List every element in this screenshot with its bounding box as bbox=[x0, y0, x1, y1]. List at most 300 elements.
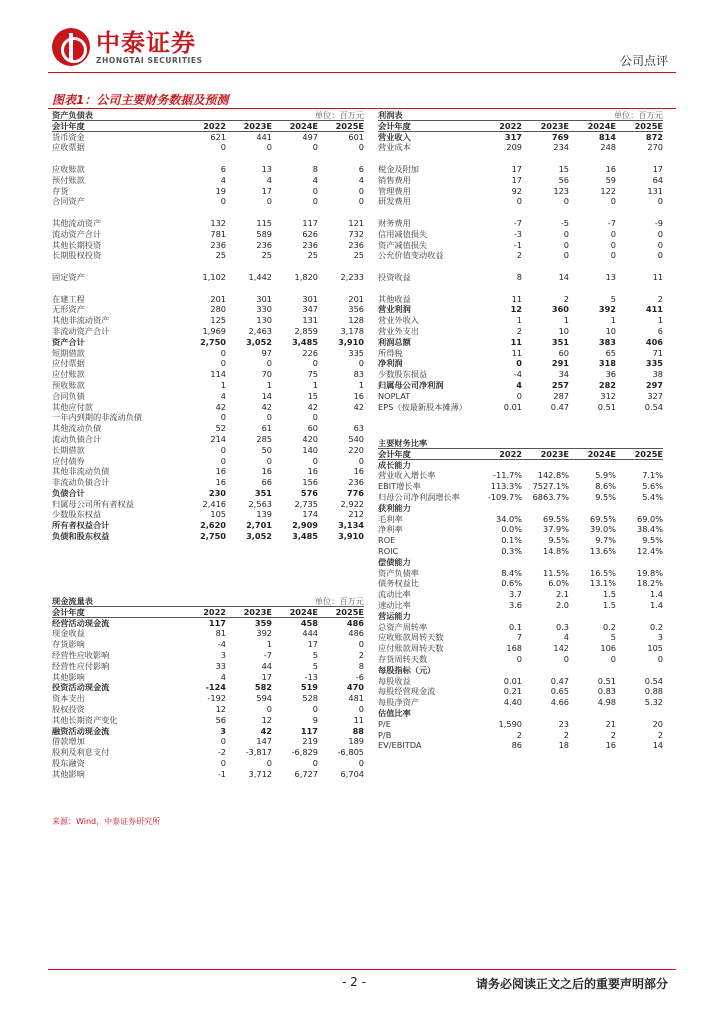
cashflow-row-value: 528 bbox=[302, 693, 318, 704]
ratios-row-value: 1.4 bbox=[649, 589, 663, 600]
balance-row-label: 其他应付款 bbox=[52, 401, 93, 412]
ratios-row-value: 0 bbox=[657, 653, 663, 664]
balance-table-row bbox=[52, 531, 364, 542]
balance-row-label: 非流动负债合计 bbox=[52, 477, 110, 488]
income-section-header bbox=[378, 110, 663, 121]
ratios-row-label: 债务权益比 bbox=[378, 578, 419, 589]
balance-row-value: 16 bbox=[353, 390, 364, 401]
ratios-row-value: 0.88 bbox=[644, 686, 663, 697]
cashflow-row-value: 44 bbox=[261, 660, 272, 671]
cashflow-row-value: 1 bbox=[266, 639, 272, 650]
balance-row-value: 63 bbox=[353, 423, 364, 434]
income-row-value: 0 bbox=[610, 250, 616, 261]
cashflow-row-value: 2 bbox=[358, 649, 364, 660]
income-table-row bbox=[378, 402, 663, 413]
balance-row-value: 1 bbox=[266, 379, 272, 390]
ratios-row-value: 4.40 bbox=[503, 697, 522, 708]
cashflow-row-value: 33 bbox=[215, 660, 226, 671]
cashflow-year-header: 2023E bbox=[243, 606, 272, 617]
income-row-value: 769 bbox=[551, 131, 569, 142]
ratios-row-value bbox=[475, 557, 522, 568]
cashflow-row-value: 9 bbox=[312, 714, 318, 725]
ratios-row-value bbox=[522, 460, 569, 471]
cashflow-table-row bbox=[52, 704, 364, 715]
ratios-row-label: EBIT增长率 bbox=[378, 481, 421, 492]
balance-row-value bbox=[180, 153, 226, 164]
income-row-value: 317 bbox=[504, 131, 522, 142]
cashflow-table-row bbox=[52, 693, 364, 704]
cashflow-row-value: 117 bbox=[300, 725, 318, 736]
balance-table-row bbox=[52, 348, 364, 359]
ratios-table-row bbox=[378, 481, 663, 492]
income-row-label: EPS（按最新股本摊薄） bbox=[378, 401, 467, 412]
balance-row-value: 2,909 bbox=[292, 520, 318, 531]
balance-row-label: 其他长期投资 bbox=[52, 239, 102, 250]
income-row-value: 814 bbox=[598, 131, 616, 142]
cashflow-header-label: 会计年度 bbox=[52, 606, 85, 617]
income-row-value: 0 bbox=[657, 250, 663, 261]
income-table-row bbox=[378, 348, 663, 359]
income-table-row bbox=[378, 218, 663, 229]
balance-row-value: 0 bbox=[266, 358, 272, 369]
cashflow-row-value: 147 bbox=[256, 736, 272, 747]
balance-row-value: 16 bbox=[353, 466, 364, 477]
balance-row-value: 230 bbox=[208, 487, 226, 498]
income-row-value: 0 bbox=[563, 228, 569, 239]
ratios-row-value: 38.4% bbox=[636, 524, 663, 535]
ratios-row-value: 18.2% bbox=[636, 578, 663, 589]
income-table-row bbox=[378, 391, 663, 402]
ratios-row-value: 6863.7% bbox=[532, 491, 569, 502]
ratios-row-value: 3.7 bbox=[508, 589, 522, 600]
ratios-row-value: 18 bbox=[558, 740, 569, 751]
income-table-row bbox=[378, 380, 663, 391]
balance-row-value: 0 bbox=[220, 358, 226, 369]
balance-row-value: 1,442 bbox=[248, 271, 272, 282]
ratios-table-row bbox=[378, 503, 663, 514]
ratios-row-value bbox=[569, 708, 616, 719]
income-row-value: 209 bbox=[506, 142, 522, 153]
income-table-row bbox=[378, 369, 663, 380]
ratios-row-value: 142.8% bbox=[537, 470, 569, 481]
income-table-row bbox=[378, 261, 663, 272]
balance-row-value: 25 bbox=[307, 250, 318, 261]
income-row-value: 0 bbox=[563, 239, 569, 250]
balance-row-label: 合同负债 bbox=[52, 390, 85, 401]
income-row-value: -9 bbox=[654, 217, 663, 228]
income-row-value: 38 bbox=[652, 369, 663, 380]
balance-row-value: 226 bbox=[302, 347, 318, 358]
cashflow-row-value: 8 bbox=[358, 660, 364, 671]
balance-table-row bbox=[52, 272, 364, 283]
ratios-row-value: 2 bbox=[657, 729, 663, 740]
ratios-row-label: 归母公司净利润增长率 bbox=[378, 491, 460, 502]
income-row-value: 1 bbox=[610, 315, 616, 326]
balance-row-value bbox=[226, 153, 272, 164]
ratios-row-value bbox=[569, 611, 616, 622]
balance-row-label: 归属母公司所有者权益 bbox=[52, 498, 134, 509]
income-row-value: 0 bbox=[563, 250, 569, 261]
balance-row-value bbox=[272, 283, 318, 294]
logo-english-name: ZHONGTAI SECURITIES bbox=[96, 55, 203, 65]
balance-row-label bbox=[52, 261, 180, 272]
balance-row-value: 576 bbox=[300, 487, 318, 498]
balance-row-value: 2,735 bbox=[294, 498, 318, 509]
ratios-row-value: 1.5 bbox=[602, 589, 616, 600]
ratios-row-label: 营运能力 bbox=[378, 610, 411, 621]
balance-table-row bbox=[52, 402, 364, 413]
income-row-value: 59 bbox=[605, 174, 616, 185]
ratios-row-value: 2 bbox=[563, 729, 569, 740]
ratios-row-label: ROE bbox=[378, 535, 396, 546]
income-statement-table bbox=[378, 110, 663, 412]
cashflow-table-row bbox=[52, 758, 364, 769]
ratios-row-label: 偿债能力 bbox=[378, 556, 411, 567]
ratios-table-row bbox=[378, 568, 663, 579]
balance-table-row bbox=[52, 175, 364, 186]
balance-row-label bbox=[52, 283, 180, 294]
income-row-value: 2 bbox=[657, 293, 663, 304]
cashflow-column-header bbox=[52, 607, 364, 618]
income-row-value: 64 bbox=[652, 174, 663, 185]
balance-row-label: 非流动资产合计 bbox=[52, 325, 110, 336]
cashflow-row-value: 470 bbox=[346, 682, 364, 693]
balance-table-row bbox=[52, 132, 364, 143]
cashflow-table-row bbox=[52, 715, 364, 726]
income-row-value: 0.51 bbox=[597, 401, 616, 412]
balance-row-value: 285 bbox=[256, 433, 272, 444]
balance-table-row bbox=[52, 218, 364, 229]
balance-row-value: 50 bbox=[261, 444, 272, 455]
cashflow-row-value: 0 bbox=[312, 757, 318, 768]
balance-row-value: 0 bbox=[358, 185, 364, 196]
balance-row-value: 0 bbox=[266, 142, 272, 153]
balance-table-row bbox=[52, 164, 364, 175]
balance-row-label: 在建工程 bbox=[52, 293, 85, 304]
ratios-row-value bbox=[475, 708, 522, 719]
cashflow-row-value: 81 bbox=[215, 628, 226, 639]
balance-row-label: 流动负债合计 bbox=[52, 433, 102, 444]
balance-table-row bbox=[52, 358, 364, 369]
cashflow-row-value: 17 bbox=[261, 671, 272, 682]
balance-header-label: 会计年度 bbox=[52, 120, 85, 131]
balance-row-value: 0 bbox=[312, 196, 318, 207]
ratios-row-value: 7527.1% bbox=[532, 481, 569, 492]
figure-title-divider bbox=[48, 108, 676, 109]
ratios-table-row bbox=[378, 708, 663, 719]
balance-row-value: 2,563 bbox=[248, 498, 272, 509]
ratios-row-value bbox=[475, 611, 522, 622]
balance-section-header bbox=[52, 110, 364, 121]
income-row-label: 少数股东损益 bbox=[378, 369, 428, 380]
balance-row-value bbox=[318, 153, 364, 164]
cashflow-row-value: 11 bbox=[353, 714, 364, 725]
ratios-table-row bbox=[378, 611, 663, 622]
balance-row-value: 70 bbox=[261, 369, 272, 380]
ratios-row-value bbox=[616, 503, 663, 514]
income-row-value: 1 bbox=[563, 315, 569, 326]
income-row-value: 297 bbox=[645, 379, 663, 390]
income-row-label: 净利润 bbox=[378, 358, 403, 369]
balance-section-title: 资产负债表 bbox=[52, 110, 93, 120]
balance-row-value bbox=[180, 283, 226, 294]
balance-sheet-table bbox=[52, 110, 364, 542]
balance-row-value: 335 bbox=[348, 347, 364, 358]
cashflow-row-value: 6,704 bbox=[340, 768, 364, 779]
balance-row-value: 214 bbox=[210, 433, 226, 444]
cashflow-row-label: 股权投资 bbox=[52, 703, 85, 714]
balance-row-value: 4 bbox=[266, 174, 272, 185]
balance-row-value: 13 bbox=[261, 163, 272, 174]
income-row-value: 11 bbox=[510, 336, 522, 347]
income-row-label bbox=[378, 153, 475, 164]
balance-table-row bbox=[52, 391, 364, 402]
ratios-row-value: 8.6% bbox=[595, 481, 616, 492]
ratios-section-header bbox=[378, 438, 663, 449]
income-row-value bbox=[522, 153, 569, 164]
page-number: - 2 - bbox=[342, 975, 366, 989]
income-row-value bbox=[569, 283, 616, 294]
ratios-row-label: 净利率 bbox=[378, 524, 403, 535]
ratios-table-row bbox=[378, 740, 663, 751]
balance-row-value: 131 bbox=[302, 315, 318, 326]
balance-year-header: 2022 bbox=[203, 120, 226, 131]
ratios-row-label: 成长能力 bbox=[378, 459, 411, 470]
ratios-row-value: 0 bbox=[516, 653, 522, 664]
balance-row-value: 16 bbox=[307, 466, 318, 477]
balance-row-value: 2,620 bbox=[200, 520, 226, 531]
cashflow-row-label: 存货影响 bbox=[52, 639, 85, 650]
balance-table-row bbox=[52, 520, 364, 531]
cashflow-row-value: 189 bbox=[348, 736, 364, 747]
balance-table-row bbox=[52, 294, 364, 305]
cashflow-row-value: 0 bbox=[358, 703, 364, 714]
income-table-row bbox=[378, 153, 663, 164]
balance-row-value: 42 bbox=[307, 401, 318, 412]
ratios-row-value: 9.7% bbox=[595, 535, 616, 546]
ratios-row-value: 2.0 bbox=[555, 599, 569, 610]
cashflow-row-value: 0 bbox=[358, 757, 364, 768]
income-row-value: 2 bbox=[516, 325, 522, 336]
cashflow-table-row bbox=[52, 736, 364, 747]
ratios-row-value: 37.9% bbox=[542, 524, 569, 535]
income-row-value: 335 bbox=[645, 358, 663, 369]
cashflow-row-value: 0 bbox=[312, 703, 318, 714]
cashflow-row-label: 资本支出 bbox=[52, 693, 85, 704]
income-row-value: 14 bbox=[558, 271, 569, 282]
ratios-row-value: -11.7% bbox=[493, 470, 522, 481]
balance-row-value: 220 bbox=[348, 444, 364, 455]
ratios-table-row bbox=[378, 546, 663, 557]
balance-row-value: 1 bbox=[312, 379, 318, 390]
balance-row-value: 0 bbox=[312, 185, 318, 196]
balance-row-value: 347 bbox=[302, 304, 318, 315]
income-row-value bbox=[475, 261, 522, 272]
cashflow-row-value: 0 bbox=[220, 736, 226, 747]
income-row-value: 92 bbox=[511, 185, 522, 196]
ratios-table-row bbox=[378, 676, 663, 687]
balance-row-value: 236 bbox=[256, 239, 272, 250]
ratios-row-value bbox=[569, 557, 616, 568]
ratios-row-value bbox=[569, 460, 616, 471]
balance-table-row bbox=[52, 488, 364, 499]
ratios-row-value: 4.98 bbox=[597, 697, 616, 708]
income-row-label: 所得税 bbox=[378, 347, 403, 358]
balance-row-value: 2,416 bbox=[202, 498, 226, 509]
income-row-value: 1 bbox=[657, 315, 663, 326]
ratios-section-title: 主要财务比率 bbox=[378, 438, 428, 448]
cashflow-row-value: 0 bbox=[220, 757, 226, 768]
balance-row-value: 212 bbox=[348, 509, 364, 520]
balance-row-value: 66 bbox=[261, 477, 272, 488]
balance-row-value: 3,134 bbox=[338, 520, 364, 531]
balance-row-value: 0 bbox=[312, 358, 318, 369]
income-row-value: 71 bbox=[652, 347, 663, 358]
ratios-row-value: 19.8% bbox=[636, 567, 663, 578]
income-table-row bbox=[378, 164, 663, 175]
balance-row-label: 预收账款 bbox=[52, 379, 85, 390]
income-row-value: 360 bbox=[551, 304, 569, 315]
balance-row-value bbox=[226, 283, 272, 294]
ratios-row-value: 1,590 bbox=[498, 718, 522, 729]
balance-row-value: 128 bbox=[348, 315, 364, 326]
cashflow-table-row bbox=[52, 628, 364, 639]
balance-row-value: 139 bbox=[256, 509, 272, 520]
balance-row-label: 其他非流动负债 bbox=[52, 466, 110, 477]
ratios-row-value bbox=[569, 665, 616, 676]
balance-row-value: 2,859 bbox=[294, 325, 318, 336]
ratios-row-value bbox=[616, 557, 663, 568]
balance-row-value: 621 bbox=[210, 131, 226, 142]
ratios-row-value: 5.9% bbox=[595, 470, 616, 481]
balance-row-value: 330 bbox=[256, 304, 272, 315]
cashflow-row-label: 借款增加 bbox=[52, 736, 85, 747]
cashflow-row-value: 519 bbox=[300, 682, 318, 693]
cashflow-table-row bbox=[52, 650, 364, 661]
balance-row-value: 201 bbox=[210, 293, 226, 304]
balance-row-label: 应收票据 bbox=[52, 142, 85, 153]
cashflow-row-label: 经营性应付影响 bbox=[52, 660, 110, 671]
ratios-row-value bbox=[569, 503, 616, 514]
footer-divider bbox=[48, 969, 676, 970]
cashflow-row-value: 12 bbox=[261, 714, 272, 725]
ratios-table-row bbox=[378, 524, 663, 535]
balance-row-value: 97 bbox=[261, 347, 272, 358]
cashflow-row-label: 股利及利息支付 bbox=[52, 747, 110, 758]
ratios-row-value: 0.83 bbox=[597, 686, 616, 697]
cashflow-row-label: 股东融资 bbox=[52, 757, 85, 768]
income-row-value: 17 bbox=[652, 163, 663, 174]
ratios-row-label: 毛利率 bbox=[378, 513, 403, 524]
ratios-row-value bbox=[522, 708, 569, 719]
balance-row-value: 280 bbox=[210, 304, 226, 315]
balance-row-value: 301 bbox=[256, 293, 272, 304]
balance-table-row bbox=[52, 186, 364, 197]
ratios-year-header: 2022 bbox=[499, 448, 522, 459]
income-row-value: 0 bbox=[516, 358, 522, 369]
balance-row-value: 8 bbox=[312, 163, 318, 174]
ratios-row-value: 7 bbox=[516, 632, 522, 643]
cashflow-row-label: 现金收益 bbox=[52, 628, 85, 639]
balance-row-value: 19 bbox=[215, 185, 226, 196]
ratios-table-row bbox=[378, 460, 663, 471]
income-row-value: 2 bbox=[516, 250, 522, 261]
cashflow-row-value: -1 bbox=[217, 768, 226, 779]
income-section-title: 利润表 bbox=[378, 110, 403, 120]
income-row-value: 0 bbox=[610, 239, 616, 250]
ratios-row-value: 13.6% bbox=[589, 545, 616, 556]
ratios-table-row bbox=[378, 492, 663, 503]
cashflow-unit-label: 单位：百万元 bbox=[314, 596, 364, 606]
ratios-row-value: 0 bbox=[610, 653, 616, 664]
balance-row-label bbox=[52, 207, 180, 218]
ratios-row-value: 14 bbox=[652, 740, 663, 751]
balance-row-value: 156 bbox=[302, 477, 318, 488]
balance-row-value: 3,910 bbox=[338, 336, 364, 347]
balance-table-row bbox=[52, 477, 364, 488]
cashflow-row-value: 5 bbox=[312, 649, 318, 660]
income-row-value: 0 bbox=[516, 196, 522, 207]
income-row-value bbox=[569, 207, 616, 218]
ratios-row-label: 营业收入增长率 bbox=[378, 470, 436, 481]
cashflow-row-value: 486 bbox=[348, 628, 364, 639]
ratios-row-value: 5.32 bbox=[644, 697, 663, 708]
balance-row-value: 0 bbox=[266, 196, 272, 207]
cash-flow-table bbox=[52, 596, 364, 780]
ratios-row-value: 168 bbox=[506, 643, 522, 654]
balance-row-value: 60 bbox=[307, 423, 318, 434]
balance-table-row bbox=[52, 337, 364, 348]
cashflow-row-value: 3,712 bbox=[248, 768, 272, 779]
balance-table-row bbox=[52, 456, 364, 467]
balance-row-value: 17 bbox=[261, 185, 272, 196]
balance-row-label: 一年内到期的非流动负债 bbox=[52, 412, 143, 423]
ratios-row-value bbox=[616, 611, 663, 622]
income-row-value: 5 bbox=[610, 293, 616, 304]
balance-row-value bbox=[318, 283, 364, 294]
income-row-value: -4 bbox=[513, 369, 522, 380]
ratios-row-value: 0.65 bbox=[550, 686, 569, 697]
balance-row-value: 4 bbox=[220, 174, 226, 185]
balance-row-value: 201 bbox=[348, 293, 364, 304]
balance-row-value bbox=[180, 207, 226, 218]
balance-row-label: 其他流动资产 bbox=[52, 217, 102, 228]
income-row-value: 60 bbox=[558, 347, 569, 358]
income-row-value: 0 bbox=[563, 196, 569, 207]
balance-row-value: 2,233 bbox=[340, 271, 364, 282]
ratios-table-row bbox=[378, 557, 663, 568]
cashflow-row-label: 融资活动现金流 bbox=[52, 725, 110, 736]
income-unit-label: 单位：百万元 bbox=[613, 110, 663, 120]
income-row-label bbox=[378, 261, 475, 272]
balance-row-value: 3,052 bbox=[246, 336, 272, 347]
balance-row-label: 合同资产 bbox=[52, 196, 85, 207]
balance-row-value: 1 bbox=[358, 379, 364, 390]
income-row-value: 122 bbox=[600, 185, 616, 196]
cashflow-row-value: 582 bbox=[254, 682, 272, 693]
cashflow-section-header bbox=[52, 596, 364, 607]
ratios-row-value: 0 bbox=[563, 653, 569, 664]
income-row-value: 12 bbox=[510, 304, 522, 315]
ratios-table-row bbox=[378, 578, 663, 589]
cashflow-row-value: 392 bbox=[256, 628, 272, 639]
income-row-value: 11 bbox=[511, 347, 522, 358]
balance-row-value: 0 bbox=[220, 455, 226, 466]
ratios-row-value: 1.5 bbox=[602, 599, 616, 610]
income-row-value: -5 bbox=[560, 217, 569, 228]
cashflow-row-value: 594 bbox=[256, 693, 272, 704]
cashflow-row-value: 359 bbox=[254, 617, 272, 628]
